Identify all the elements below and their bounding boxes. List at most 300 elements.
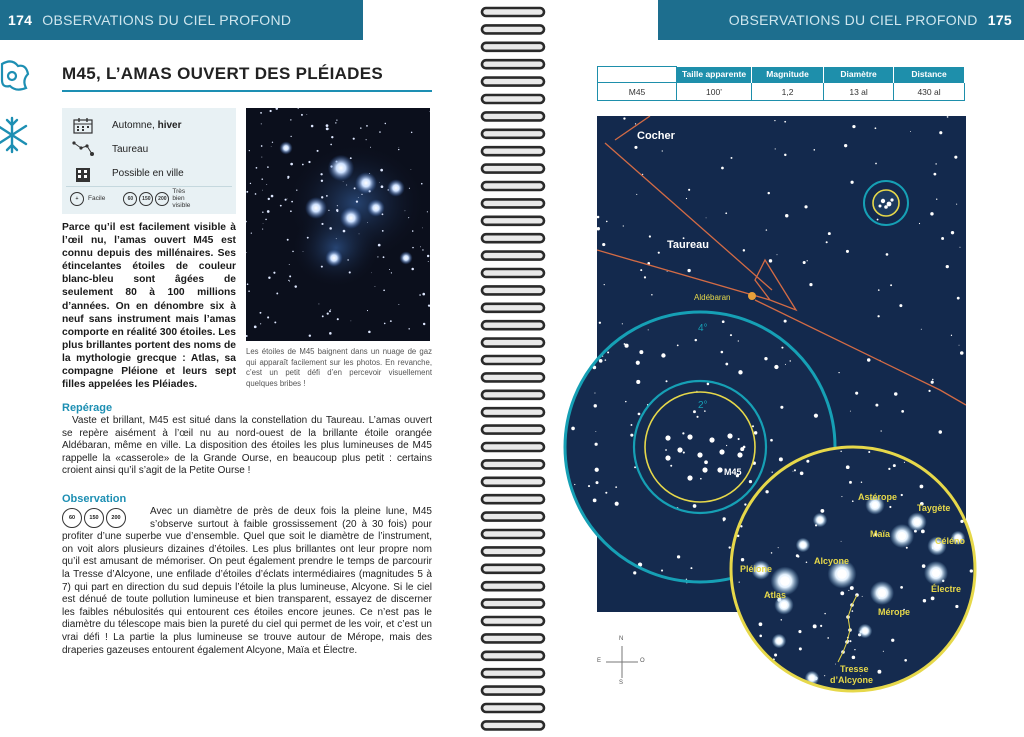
photo-star [290,163,293,166]
spiral-ring [482,321,544,329]
target-icon: + [70,192,84,206]
zoom-star [741,558,744,561]
constellation-label: Taureau [112,143,149,155]
photo-star [427,255,429,257]
spiral-ring [482,652,544,660]
spiral-ring [482,78,544,86]
field-star [658,252,660,254]
compass-s: S [619,680,624,686]
photo-star [367,222,368,223]
field-star [941,237,944,240]
spiral-ring [482,669,544,677]
photo-star [389,269,390,270]
field-view-star [625,344,629,348]
photo-star [380,169,383,172]
field-view-star [595,443,598,446]
field-view-star [683,451,685,453]
field-star [850,411,851,412]
zoom-star [849,481,852,484]
field-star [826,241,828,243]
field-view-star [615,502,619,506]
zoom-star [920,485,924,489]
zoom-star [739,582,740,583]
photo-star [321,223,323,225]
photo-star [261,157,262,158]
photo-star [265,219,267,221]
zoom-star [760,669,762,671]
zoom-star [852,656,856,660]
photo-star [263,223,264,224]
field-star [687,269,690,272]
zoom-star [792,471,793,472]
table-header: Taille apparente [677,67,752,83]
photo-star [327,313,329,315]
zoom-star [852,500,854,502]
field-star [606,221,608,223]
photo-star [266,184,267,185]
snowflake-icon [0,118,26,152]
scope-60-icon: 60 [123,192,137,206]
photo-star [249,150,250,151]
photo-star [390,320,392,322]
photo-star [320,173,322,175]
label-tresse: Tresse [840,664,869,674]
spiral-ring [482,391,544,399]
field-star [634,146,637,149]
table-header: Magnitude [752,67,824,83]
photo-star [276,293,278,295]
zoom-star [861,481,862,482]
field-view-star [594,404,597,407]
field-view-star [682,432,684,434]
field-view-star [704,460,708,464]
zoom-star [852,610,854,612]
photo-star [366,125,368,127]
field-view-star [588,485,590,487]
photo-star [421,183,423,185]
scope-60-icon: 60 [62,508,82,528]
zoom-star [778,547,779,548]
cluster-star [737,452,742,457]
photo-star [321,180,323,182]
photo-bright-star [325,249,343,267]
field-view-star [693,410,696,413]
season-icons [0,56,30,156]
zoom-star [919,683,921,685]
field-view-star [631,424,633,426]
photo-star [419,294,421,296]
constellation-row [72,140,148,158]
photo-star [311,125,314,128]
field-view-star [665,449,667,451]
cluster-star [717,467,722,472]
photo-star [329,129,330,130]
table-cell: 100’ [677,83,752,101]
zoom-star [753,680,757,684]
photo-star [330,309,331,310]
field-view-star [568,519,570,521]
spiral-ring [482,304,544,312]
photo-star [335,122,336,123]
leaf-icon [2,61,28,89]
zoom-star [904,659,907,662]
field-star [774,120,775,121]
photo-star [347,259,348,260]
zoom-star [824,675,825,676]
photo-star [307,237,309,239]
photo-star [384,323,386,325]
field-star [597,216,600,219]
photo-star [337,205,338,206]
photo-star [297,108,299,109]
spiral-ring [482,112,544,120]
photo-star [405,210,406,211]
table-cell: 430 al [894,83,965,101]
cluster-star [665,435,670,440]
photo-bright-star [399,251,412,264]
zoom-star [889,506,891,508]
right-page-header [658,0,1024,40]
field-star [875,404,878,407]
spiral-ring [482,269,544,277]
field-star [602,243,605,246]
field-star [959,247,960,248]
photo-star [398,149,399,150]
field-view-star [634,466,636,468]
zoom-star [922,564,926,568]
label-atlas: Atlas [764,590,787,600]
spiral-ring [482,687,544,695]
zoom-star [835,664,836,665]
field-view-star [630,434,633,437]
photo-star [246,221,247,223]
label-taygete: Taygète [917,503,951,513]
photo-star [255,193,257,195]
field-view-star [690,567,692,569]
spiral-ring [482,60,544,68]
reperage-heading: Repérage [62,402,113,414]
photo-star [351,321,352,322]
field-view-star [738,340,739,341]
label-cocher: Cocher [637,130,675,142]
field-view-star [648,329,649,330]
photo-star [290,136,291,137]
photo-star [291,201,293,203]
spiral-ring [482,565,544,573]
photo-star [262,229,263,230]
photo-star [309,335,311,337]
field-star [784,154,786,156]
zoom-star [960,520,963,523]
field-view-star [814,414,818,418]
spiral-ring [482,478,544,486]
table-header-row [598,67,965,83]
field-star [649,235,651,237]
zoom-star [848,590,849,591]
photo-star [248,290,250,292]
observation-heading: Observation [62,493,127,505]
field-view-star [638,413,641,416]
label-4deg: 4° [698,323,708,334]
photo-star [379,182,380,183]
field-view-star [790,360,791,361]
photo-star [267,166,269,168]
zoom-star [877,670,881,674]
zoom-star [854,649,855,650]
field-star [846,250,849,253]
difficulty-row [70,188,198,209]
field-star [686,198,687,199]
field-view-star [594,393,595,394]
article-title: M45, L’AMAS OUVERT DES PLÉIADES [62,64,384,83]
zoom-star [827,637,829,639]
observation-paragraph: Avec un diamètre de près de deux fois la pleine lune, M45 s’observe surtout à faible grossissement (20 à 30 fois) pour profiter d’une superbe vue d’ensemble. Quel que soit le diamètre de l’instrument, on voit alors plusieurs dizaines d’étoiles. Les plus brillantes ont leur propre nom qu’il est amusant de mémoriser. On peut également prendre le temps de parcourir la Tresse d’Alcyone, une enfilade d’étoiles d’éclats intermédiaires (magnitudes 5 à 7) qui part en direction du sud depuis l’étoile la plus lumineuse, Alcyone. Si le ciel est dénué de toute pollution lumineuse et bien transparent, essayez de discerner les faibles nébulosités qui entourent ces étoiles encore jeunes. Ce n’est pas le diamètre du télescope mais bien la pureté du ciel qui permet de les voir, et c’est un vrai défi ! La partie la plus lumineuse se trouve autour de Mérope, mais des draperies gazeuses entourent également Alcyone, Maïa et Électre. [62,506,432,656]
field-star [951,335,952,336]
zoom-star [868,451,870,453]
bright-star-core [863,629,868,634]
field-star [809,283,812,286]
label-alcyone: Alcyone [814,556,850,566]
field-view-star [665,380,667,382]
visibility-note: Très bien visible [172,188,191,209]
photo-star [268,277,270,279]
field-star [946,265,949,268]
field-star [899,304,902,307]
zoom-star [840,591,844,595]
field-star [930,212,933,215]
table-row [598,83,965,101]
table-cell: 13 al [824,83,894,101]
cluster-star [719,449,724,454]
field-star [850,181,853,184]
zoom-star [942,661,945,664]
photo-star [250,183,251,184]
city-icon [72,164,94,182]
photo-star [280,205,282,207]
zoom-star [958,643,961,646]
label-2deg: 2° [698,400,708,411]
visibility-row [72,164,184,182]
field-view-star [770,439,773,442]
photo-star [256,167,258,169]
field-view-star [726,445,727,446]
field-view-star [615,486,617,488]
zoom-star [904,462,905,463]
field-view-star [571,427,575,431]
zoom-star [971,519,973,521]
label-pleione: Pléione [740,564,773,574]
photo-star [289,264,290,265]
field-star [867,358,870,361]
field-view-star [570,577,572,579]
field-star [931,381,934,384]
reperage-text: Vaste et brillant, M45 est situé dans la constellation du Taureau. L’amas ouvert se repère aisément à l’œil nu au nord-ouest de la brillante étoile orangée Aldébaran, même en ville. La disposition des étoiles les plus lumineuses de M45 rappelle la «casserole» de la Grande Ourse, en beaucoup plus petit : certains croient ainsi qu’il s’agit de la Petite Ourse ! [62,415,432,477]
photo-star [377,256,378,257]
label-maia: Maïa [870,529,891,539]
spiral-ring [482,182,544,190]
field-star [599,322,601,324]
field-view-star [661,353,665,357]
pleiades-photo-image [246,108,430,341]
field-star [777,254,778,255]
photo-star [381,185,384,188]
photo-bright-star [367,199,385,217]
field-star [804,205,807,208]
right-page-number: 175 [987,12,1012,28]
photo-star [251,232,252,233]
zoom-star [850,586,854,590]
photo-star [273,272,275,274]
field-star [878,289,880,291]
label-tresse-2: d’Alcyone [830,675,874,685]
zoom-star [796,554,799,557]
cluster-star [665,455,670,460]
photo-star [385,123,386,124]
field-star [784,121,786,123]
photo-star [308,161,310,163]
table-header: Diamètre [824,67,894,83]
field-view-star [605,359,606,360]
photo-star [420,246,421,247]
field-view-star [661,569,663,571]
zoom-star [862,596,863,597]
bright-star-core [780,576,790,586]
observation-text [62,506,432,657]
season-row [72,116,182,134]
field-view-star [754,431,757,434]
photo-star [331,136,333,138]
field-star [721,167,724,170]
zoom-star [972,453,975,456]
zoom-star [970,569,973,572]
photo-star [411,268,414,271]
photo-star [296,190,297,191]
field-view-star [779,457,783,461]
zoom-star [759,657,763,661]
zoom-star [794,469,796,471]
right-header-title: OBSERVATIONS DU CIEL PROFOND [728,12,978,28]
field-view-star [693,504,697,508]
photo-star [329,310,331,312]
photo-star [412,247,413,248]
table-header: Distance [894,67,965,83]
field-star [604,284,605,285]
photo-star [428,261,429,262]
left-page-header [0,0,363,40]
table-header [598,67,677,83]
field-star [890,284,892,286]
photo-star [269,110,271,112]
photo-star [268,198,270,200]
field-view-star [636,380,640,384]
photo-star [337,318,339,320]
photo-star [287,199,288,200]
photo-star [287,239,289,241]
photo-star [295,285,297,287]
spiral-ring [482,165,544,173]
photo-star [260,312,262,314]
field-view-star [744,503,746,505]
field-star [633,571,636,574]
zoom-star [891,639,894,642]
field-star [947,116,949,118]
spiral-ring [482,530,544,538]
field-view-star [700,478,702,480]
photo-star [260,323,261,324]
field-view-star [725,363,728,366]
photo-star [409,188,410,189]
scope-200-icon: 200 [106,508,126,528]
photo-star [366,139,367,140]
field-star [939,430,943,434]
photo-star [247,283,249,285]
label-m45: M45 [724,467,742,477]
photo-star [398,147,399,148]
field-view-star [625,401,626,402]
photo-star [290,119,291,120]
field-star [936,199,937,200]
photo-star [354,187,356,189]
field-star [877,219,879,221]
bright-star-core [932,569,940,577]
info-box [62,108,236,214]
table-cell: M45 [598,83,677,101]
label-celeno: Céléno [935,536,966,546]
spiral-ring [482,460,544,468]
field-view-star [740,447,744,451]
photo-star [271,195,274,198]
cluster-star [702,467,707,472]
photo-star [328,210,329,211]
field-star [651,294,653,296]
photo-bright-star [340,207,362,229]
label-electre: Électre [931,584,962,594]
field-star [725,212,727,214]
left-header-title: OBSERVATIONS DU CIEL PROFOND [42,12,292,28]
field-star [928,390,930,392]
zoom-star [820,625,822,627]
zoom-star [955,605,958,608]
field-view-star [578,549,579,550]
field-view-star [722,320,725,323]
field-star [910,131,911,132]
spiral-ring [482,408,544,416]
field-view-star [764,357,767,360]
season-text: Automne, [112,119,158,131]
zoom-star [781,619,782,620]
photo-star [285,199,287,201]
zoom-star [799,647,802,650]
bright-star-core [878,589,886,597]
photo-star [343,181,344,182]
zoom-star [841,541,842,542]
zoom-star [841,496,842,497]
field-view-star [696,416,698,418]
photo-star [422,249,423,250]
field-view-star [670,465,672,467]
field-view-star [595,431,596,432]
photo-star [330,144,332,146]
photo-caption: Les étoiles de M45 baignent dans un nuage de gaz qui apparaît facilement sur les photos. En revanche, c’est un petit défi d’en percevoir visuellement quelques bribes ! [246,347,432,388]
field-star [623,225,624,226]
field-view-star [568,525,571,528]
photo-star [383,289,385,291]
aldebaran-star [748,292,756,300]
photo-star [261,145,263,147]
scope-150-icon: 150 [139,192,153,206]
info-divider [66,186,232,187]
photo-star [411,132,412,133]
